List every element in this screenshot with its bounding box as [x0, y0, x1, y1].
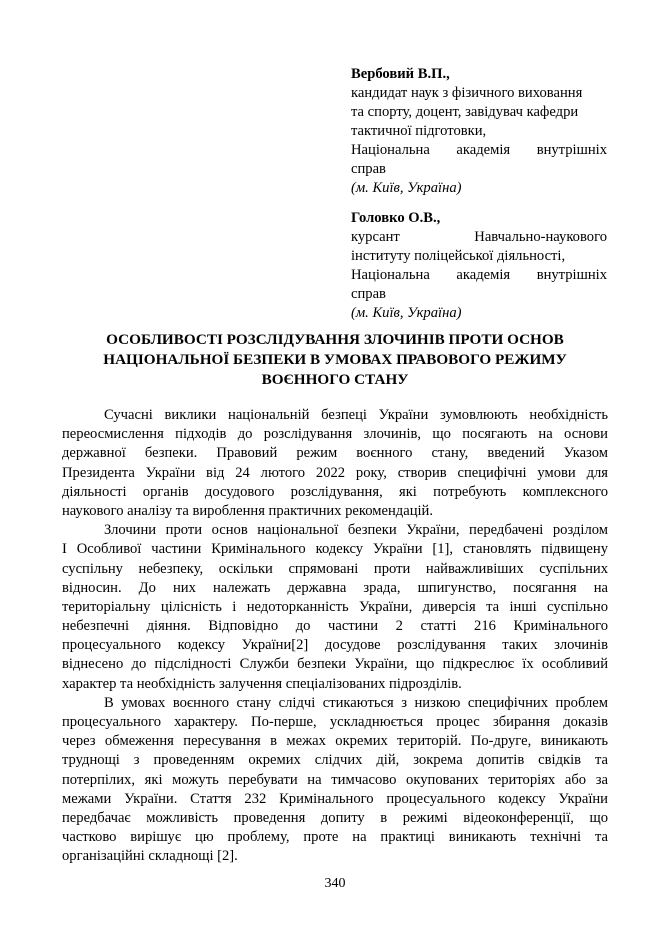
paragraph-line: передбачає можливість проведення допиту в режимі відеоконференції, що — [62, 809, 608, 826]
paragraph-line: Сучасні виклики національній безпеці України зумовлюють необхідність — [104, 407, 608, 423]
paragraph-line: переосмислення підходів до розслідування злочинів, що посягають на основи — [62, 426, 608, 443]
author-affiliation-line: справ — [351, 286, 386, 302]
author-block-1 — [351, 65, 607, 198]
paragraph-line: організаційні складнощі [2]. — [62, 848, 238, 865]
title-line: НАЦІОНАЛЬНОЇ БЕЗПЕКИ В УМОВАХ ПРАВОВОГО РЕЖИМУ — [103, 351, 567, 368]
author-affiliation-line: курсант Навчально-наукового — [351, 229, 607, 245]
paragraph-line: межами України. Стаття 232 Кримінального процесуального кодексу України — [62, 790, 608, 807]
paragraph-line: державної безпеки. Правовий режим воєнного стану, введений Указом — [62, 445, 608, 462]
paragraph-line: Президента України від 24 лютого 2022 року, створив специфічні умови для — [62, 464, 608, 481]
paragraph-line: І Особливої частини Кримінального кодексу України [1], становлять підвищену — [62, 541, 608, 558]
paragraph-line: процесуального характеру. По-перше, ускладнюється процес збирання доказів — [62, 714, 608, 730]
title-line: ОСОБЛИВОСТІ РОЗСЛІДУВАННЯ ЗЛОЧИНІВ ПРОТИ ОСНОВ — [106, 331, 564, 348]
author-name: Вербовий В.П., — [351, 66, 450, 82]
author-location: (м. Київ, Україна) — [351, 305, 462, 321]
paragraph-line: потерпілих, які можуть перебувати на тимчасово окупованих територіях або за — [62, 771, 608, 788]
author-block-2 — [351, 209, 607, 323]
paragraph-line: через обмеження пересування в межах окремих територій. По-друге, виникають — [62, 733, 608, 750]
article-body — [62, 406, 608, 867]
paragraph-line: відносин. До них належать державна зрада, шпигунство, посягання на — [62, 579, 608, 596]
title-line: ВОЄННОГО СТАНУ — [261, 371, 409, 388]
author-affiliation-line: справ — [351, 161, 386, 177]
author-name: Головко О.В., — [351, 210, 441, 226]
page-number: 340 — [324, 876, 346, 891]
author-affiliation-line: тактичної підготовки, — [351, 123, 487, 139]
author-affiliation-line: кандидат наук з фізичного виховання — [351, 85, 583, 101]
paragraph-line: наукового аналізу та вироблення практичних рекомендацій. — [62, 502, 434, 519]
paragraph-line: небезпечні діяння. Відповідно до частини 2 статті 216 Кримінального — [62, 618, 608, 635]
paragraph-line: частково вирішує цю проблему, проте на практиці виникають технічні та — [62, 829, 608, 846]
paragraph-line: процесуального кодексу України[2] досудове розслідування таких злочинів — [62, 637, 608, 654]
author-affiliation-line: інституту поліцейської діяльності, — [351, 248, 566, 264]
paragraph-line: Злочини проти основ національної безпеки України, передбачені розділом — [104, 522, 608, 539]
paragraph-line: В умовах воєнного стану слідчі стикаються з низкою специфічних проблем — [104, 694, 608, 711]
author-location: (м. Київ, Україна) — [351, 180, 462, 196]
author-affiliation-line: Національна академія внутрішніх — [351, 142, 607, 158]
article-title — [72, 330, 598, 390]
paragraph-line: віднесено до підслідності Служби безпеки України, що підкреслює їх особливий — [62, 656, 608, 673]
paragraph-line: характер та необхідність залучення спеціалізованих підрозділів. — [62, 675, 462, 692]
paragraph-line: суспільну небезпеку, оскільки спрямовані проти найважливіших суспільних — [62, 560, 608, 577]
paragraph-line: територіальну цілісність і недоторканність України, диверсія та інші суспільно — [62, 598, 608, 615]
author-affiliation-line: Національна академія внутрішніх — [351, 267, 607, 283]
author-affiliation-line: та спорту, доцент, завідувач кафедри — [351, 104, 579, 120]
paragraph-line: труднощі з проведенням окремих слідчих дій, зокрема допитів свідків та — [62, 752, 608, 769]
paragraph-line: діяльності органів досудового розслідування, які потребують комплексного — [62, 483, 608, 500]
